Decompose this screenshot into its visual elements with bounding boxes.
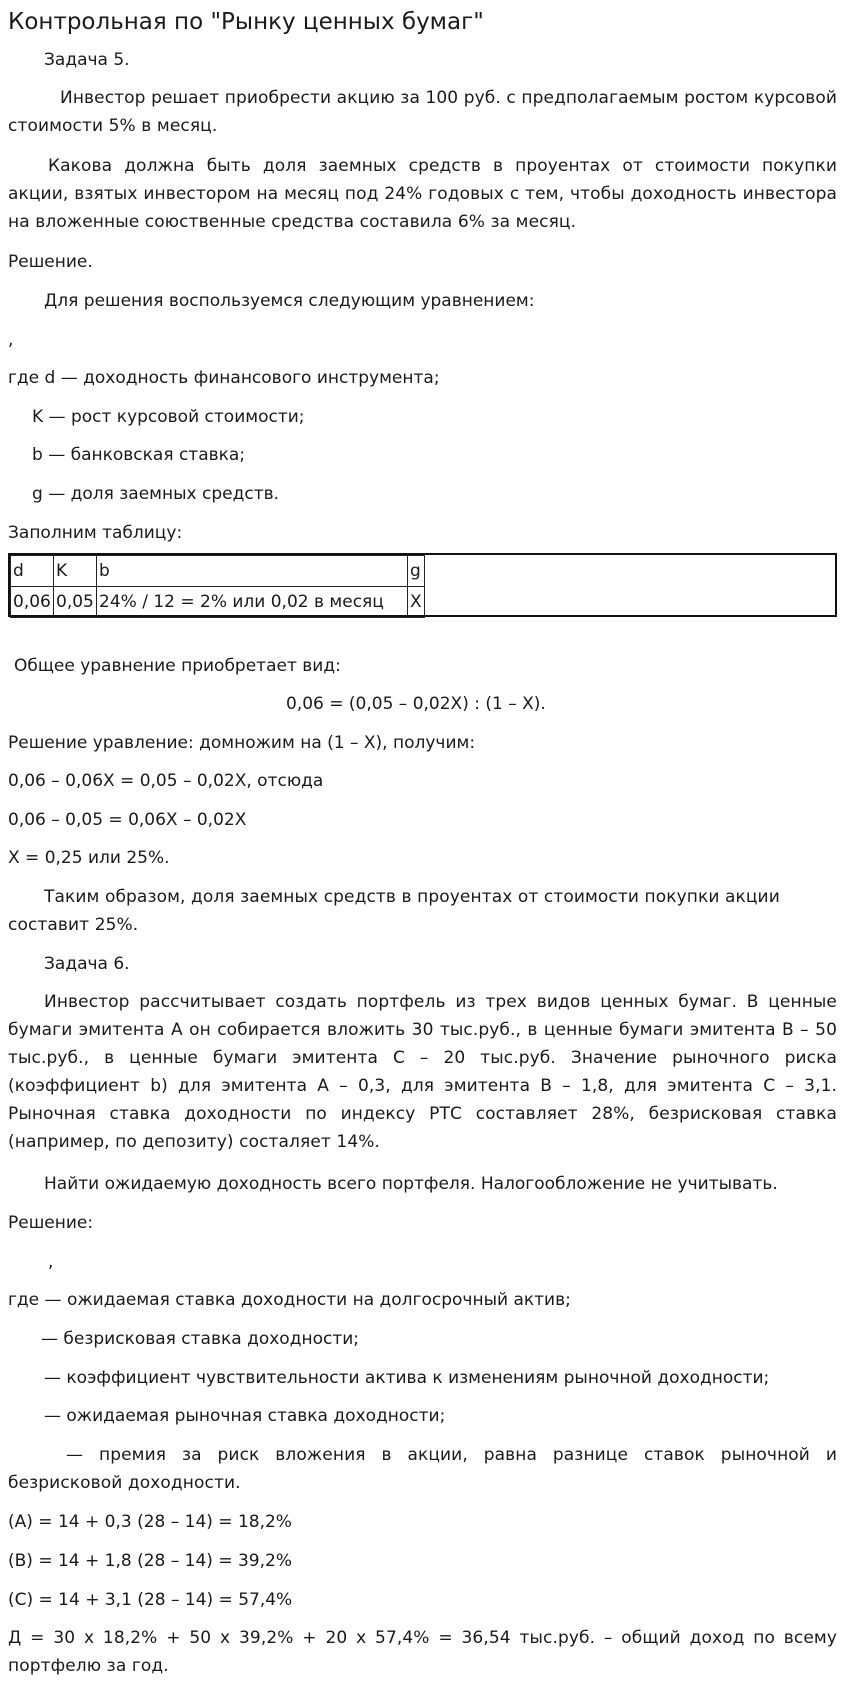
general-equation-intro: Общее уравнение приобретает вид: <box>14 656 341 676</box>
data-table <box>10 555 425 618</box>
task6-paragraph-1: Инвестор рассчитывает создать портфель из трех видов ценных бумаг. В ценные бумаги эмитента A он собирается вложить 30 тыс.руб., в ценные бумаги эмитента B – 50 тыс.руб., в ценные бумаги эмитента C – 20 тыс.руб. Значение рыночного риска (коэффициент b) для эмитента A – 0,3, для эмитента B – 1,8, для эмитента C – 3,1. Рыночная ставка доходности по индексу РТС составляет 28%, безрисковая ставка (например, по депозиту) состаляет 14%. <box>8 992 837 1152</box>
formula-comma: , <box>48 1252 54 1272</box>
portfolio-total: Д = 30 x 18,2% + 50 x 39,2% + 20 x 57,4% = 36,54 тыс.руб. – общий доход по всему портфелю за год. <box>8 1628 837 1676</box>
task5-conclusion: Таким образом, доля заемных средств в проуентах от стоимости покупки акции составит 25%. <box>8 887 780 935</box>
where-b: b — банковская ставка; <box>32 445 246 465</box>
general-equation: 0,06 = (0,05 – 0,02X) : (1 – X). <box>286 694 546 714</box>
table-cell-g: X <box>408 587 425 618</box>
task6-where-1: где — ожидаемая ставка доходности на долгосрочный актив; <box>8 1290 571 1310</box>
task6-task: Найти ожидаемую доходность всего портфеля. Налогообложение не учитывать. <box>44 1174 778 1194</box>
solution-step-2: 0,06 – 0,06X = 0,05 – 0,02X, отсюда <box>8 771 324 791</box>
fill-table-label: Заполним таблицу: <box>8 523 183 543</box>
task6-where-3: — коэффициент чувствительности актива к изменениям рыночной доходности; <box>44 1368 770 1388</box>
calc-a: (A) = 14 + 0,3 (28 – 14) = 18,2% <box>8 1512 292 1532</box>
solution-step-1: Решение уравление: домножим на (1 – X), получим: <box>8 733 476 753</box>
solution-step-4: X = 0,25 или 25%. <box>8 848 170 868</box>
solution-step-3: 0,06 – 0,05 = 0,06X – 0,02X <box>8 810 247 830</box>
calc-c: (C) = 14 + 3,1 (28 – 14) = 57,4% <box>8 1590 293 1610</box>
task5-paragraph-2: Какова должна быть доля заемных средств в проуентах от стоимости покупки акции, взятых инвестором на месяц под 24% годовых с тем, чтобы доходность инвестора на вложенные союственные средства составила 6% за месяц. <box>8 156 837 232</box>
table-header-g: g <box>408 556 425 587</box>
document-title: Контрольная по "Рынку ценных бумаг" <box>8 9 484 35</box>
table-header-row <box>11 556 425 587</box>
task5-solution-label: Решение. <box>8 252 93 272</box>
table-header-b: b <box>97 556 408 587</box>
task6-heading: Задача 6. <box>44 954 130 974</box>
table-header-d: d <box>11 556 54 587</box>
task6-solution-label: Решение: <box>8 1213 94 1233</box>
task5-heading: Задача 5. <box>44 50 130 70</box>
where-g: g — доля заемных средств. <box>32 484 280 504</box>
table-row <box>11 587 425 618</box>
where-d: где d — доходность финансового инструмента; <box>8 368 440 388</box>
table-header-k: K <box>54 556 97 587</box>
table-cell-k: 0,05 <box>54 587 97 618</box>
calc-b: (B) = 14 + 1,8 (28 – 14) = 39,2% <box>8 1551 292 1571</box>
task5-intro: Для решения воспользуемся следующим уравнением: <box>44 291 535 311</box>
task5-paragraph-1: Инвестор решает приобрести акцию за 100 руб. с предполагаемым ростом курсовой стоимости 5% в месяц. <box>8 88 837 136</box>
table-cell-b: 24% / 12 = 2% или 0,02 в месяц <box>97 587 408 618</box>
table-cell-d: 0,06 <box>11 587 54 618</box>
task6-where-5: — премия за риск вложения в акции, равна разнице ставок рыночной и безрисковой доходности. <box>8 1445 837 1493</box>
where-k: K — рост курсовой стоимости; <box>32 407 305 427</box>
task6-where-4: — ожидаемая рыночная ставка доходности; <box>44 1406 446 1426</box>
task6-where-2: — безрисковая ставка доходности; <box>41 1329 359 1349</box>
equation-comma: , <box>8 330 14 350</box>
